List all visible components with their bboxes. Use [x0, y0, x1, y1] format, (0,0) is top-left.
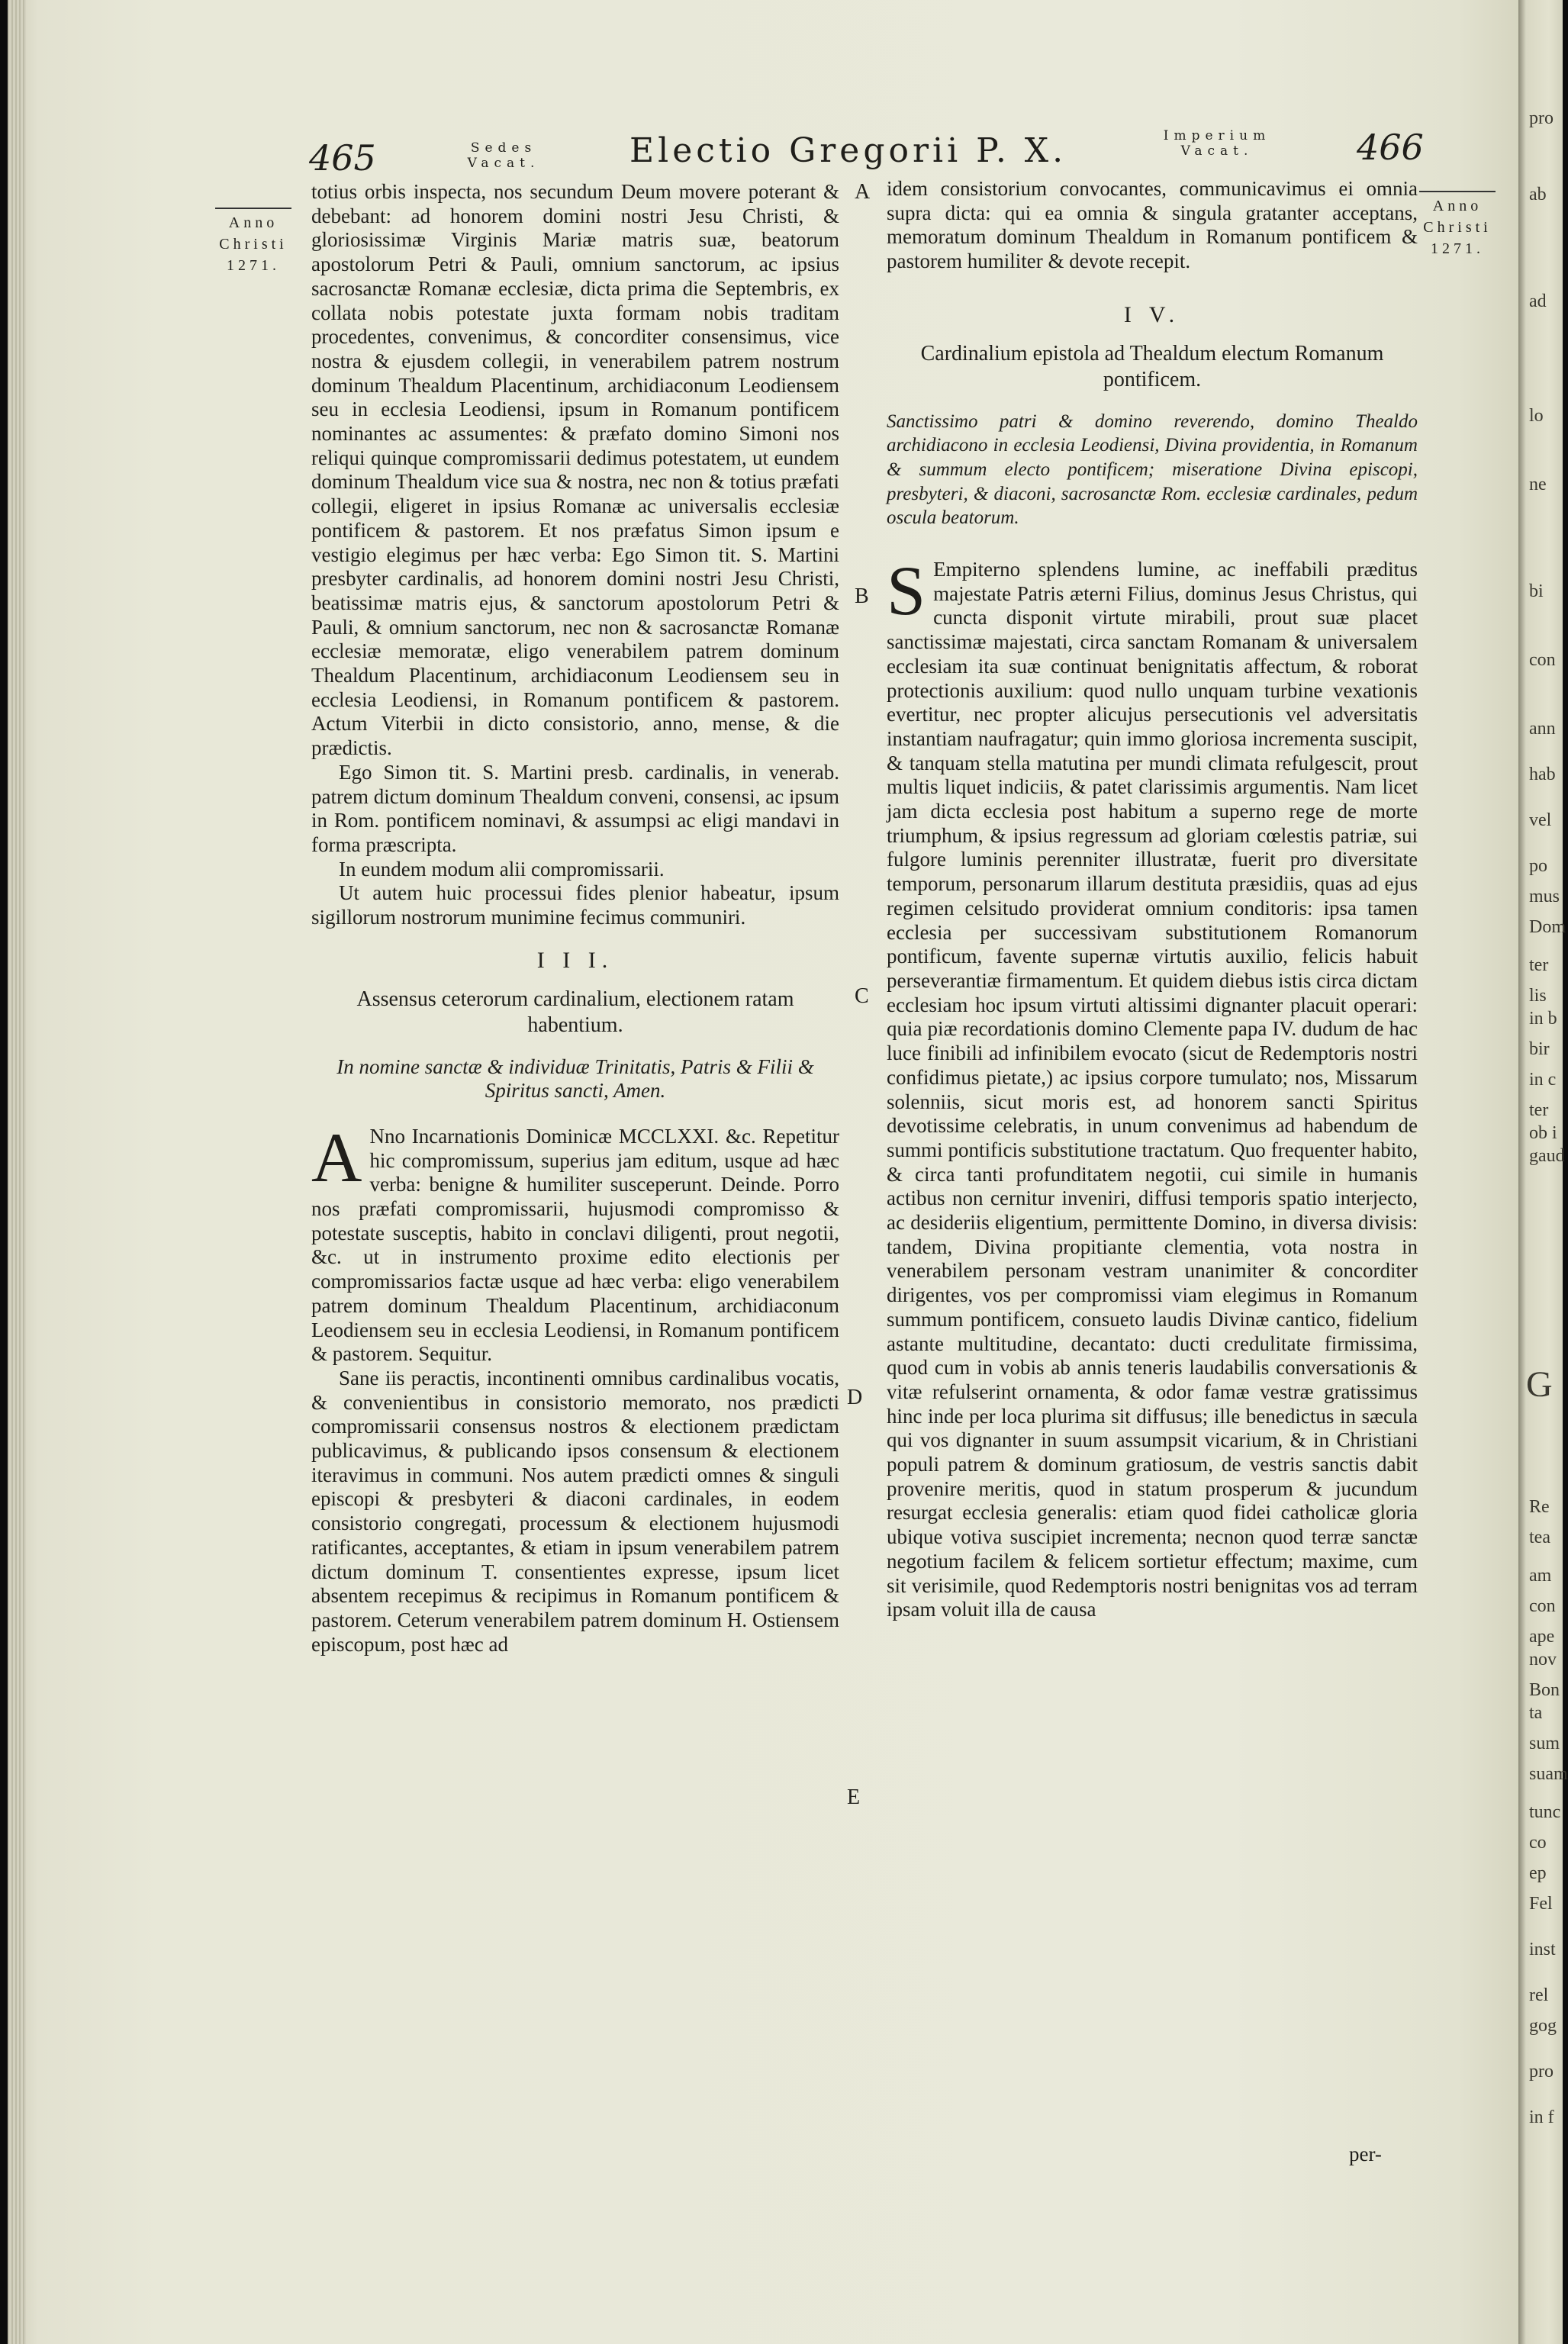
- right-running-note: [1160, 128, 1274, 159]
- salutation: Sanctissimo patri & domino reverendo, domino Thealdo archidiacono in ecclesia Leodiensi, Divina providentia, in Romanum & summum electo pontificem; miseratione Divina episcopi, presbyteri, & diaconi, sacrosanctæ Rom. ecclesiæ cardinales, pedum oscula beatorum.: [887, 411, 1418, 529]
- next-page-fragment: ter: [1529, 1100, 1549, 1120]
- margin-letter: B: [855, 584, 869, 608]
- next-page-fragment: in c: [1529, 1070, 1557, 1090]
- running-note-line: Sedes: [470, 140, 537, 156]
- invocation: In nomine sanctæ & individuæ Trinitatis, Patris & Filii & Spiritus sancti, Amen.: [336, 1054, 814, 1103]
- next-page-fragment: Re: [1529, 1497, 1550, 1517]
- paragraph: [887, 552, 1418, 1622]
- section-heading: Assensus ceterorum cardinalium, electionem ratam habentium.: [356, 987, 794, 1037]
- next-page-fragment: con: [1529, 1596, 1556, 1616]
- next-page-fragment: sum: [1529, 1734, 1560, 1753]
- next-page-fragment: lo: [1529, 406, 1544, 426]
- next-page-fragment: gaud: [1529, 1146, 1565, 1166]
- margin-line: Anno: [228, 214, 279, 231]
- paragraph: Sane iis peractis, incontinenti omnibus cardinalibus vocatis, & convenientibus in consistorio memorato, nos prædicti compromissarii consensus nostros & electionem prædictam publicavimus, & publicando ipsos consensum & electionem iteravimus in communi. Nos autem prædicti omnes & singuli episcopi & presbyteri & diaconi cardinales, in eodem consistorio congregati, processum & electionem hujusmodi ratificantes, acceptantes, & etiam in ipsum venerabilem patrem dictum dominum T. consentientes expresse, ipsum licet absentem recepimus & recipimus in Romanum pontificem & pastorem. Ceterum venerabilem patrem dominum H. Ostiensem episcopum, post hæc ad: [311, 1366, 839, 1656]
- next-page-fragment: ape: [1529, 1627, 1555, 1647]
- page-title: Electio Gregorii P. X.: [629, 131, 1067, 170]
- next-page-fragment: po: [1529, 856, 1547, 876]
- next-page-fragment: co: [1529, 1833, 1547, 1853]
- next-page-fragment: pro: [1529, 2062, 1554, 2082]
- margin-letter: A: [855, 180, 871, 204]
- next-page-fragment: gog: [1529, 2016, 1557, 2036]
- section-number: I I I.: [536, 947, 614, 973]
- margin-letter: C: [855, 984, 869, 1008]
- next-page-fragment: bir: [1529, 1039, 1550, 1059]
- next-page-fragment: hab: [1529, 765, 1556, 784]
- margin-letter: D: [847, 1386, 863, 1409]
- margin-letter: E: [847, 1785, 861, 1809]
- left-page-number: 465: [309, 137, 376, 179]
- paragraph: In eundem modum alii compromissarii.: [339, 857, 665, 881]
- next-page-fragment: tea: [1529, 1528, 1550, 1547]
- next-page-fragment: Dom: [1529, 917, 1566, 937]
- drop-capital: A: [311, 1118, 362, 1196]
- next-page-fragment: ab: [1529, 185, 1547, 204]
- next-page-fragment: Fel: [1529, 1894, 1553, 1914]
- paragraph: totius orbis inspecta, nos secundum Deum movere poterant & debebant: ad honorem domini nostri Jesu Christi, & gloriosissimæ Virginis Mariæ matris suæ, beatorum apostolorum Petri & Pauli, omnium sanctorum, ac ipsius sacrosanctæ Romanæ ecclesiæ, dicta prima die Septembris, ex collata nobis potestate juxta formam nobis traditam procedentes, convenimus, & concorditer consensimus, vice nostra & ejusdem collegii, in venerabilem patrem nostrum dominum Thealdum Placentinum, archidiaconum Leodiensem seu in ecclesia Leodiensi, ipsum in Romanum pontificem nominantes ac assumentes: & præfato domino Simoni nos reliqui quinque compromissarii dedimus potestatem, ut eundem dominum Thealdum vice sua & nostra, nec non & totius præfati collegii, eligeret in ipsius Romanæ ac universalis ecclesiæ pontificem & pastorem. Et nos præfatus Simon ipsum e vestigio elegimus per hæc verba: Ego Simon tit. S. Martini presbyter cardinalis, ad honorem domini nostri Jesu Christi, beatissimæ matris ejus, & sanctorum apostolorum Petri & Pauli, & omnium sanctorum, nec non & sacrosanctæ Romanæ ecclesiæ memoratæ, eligo venerabilem patrem dominum Thealdum Placentinum, archidiaconum Leodiensem seu in ecclesia Leodiensi, in Romanum pontificem & pastorem. Actum Viterbii in dicto consistorio, anno, mense, & die prædictis.: [311, 180, 839, 760]
- next-page-fragment: nov: [1529, 1650, 1557, 1669]
- left-margin-year: [215, 208, 291, 276]
- running-note-line: Vacat.: [467, 156, 540, 171]
- next-page-fragment: bi: [1529, 581, 1544, 601]
- right-margin-year: [1419, 191, 1496, 259]
- paragraph-text: Nno Incarnationis Dominicæ MCCLXXI. &c. Repetitur hic compromissum, superius jam editum, usque ad hæc verba: benigne & humiliter susceperunt. Deinde. Porro nos præfati compromissarii, hujusmodi compromisso & potestate susceptis, habito in conclavi diligenti, prout negotii, &c. ut in instrumento proxime edito electionis per compromissarios factæ usque ad hæc verba: eligo venerabilem patrem dominum Thealdum Placentinum, archidiaconum Leodiensem seu in ecclesia Leodiensi, in Romanum pontificem & pastorem. Sequitur.: [311, 1124, 839, 1366]
- next-page-fragment: ep: [1529, 1863, 1547, 1883]
- next-page-fragment: lis: [1529, 986, 1547, 1006]
- paragraph: [311, 1118, 839, 1367]
- left-column: [311, 180, 839, 1657]
- next-page-fragment: rel: [1529, 1985, 1549, 2005]
- paragraph: Ego Simon tit. S. Martini presb. cardinalis, in venerab. patrem dictum dominum Thealdum conveni, consensi, ac ipsum in Rom. pontificem nominavi, & assumpsi ac eligi mandavi in forma præscripta.: [311, 760, 839, 856]
- next-page-fragment: vel: [1529, 810, 1552, 830]
- running-note-line: Vacat.: [1180, 143, 1254, 159]
- next-page-fragment: ob i: [1529, 1123, 1557, 1143]
- drop-capital: S: [887, 552, 926, 630]
- margin-line: 1271.: [227, 257, 280, 274]
- paragraph: Ut autem huic processui fides plenior habeatur, ipsum sigillorum nostrorum munimine fecimus communiri.: [311, 881, 839, 929]
- section-heading: Cardinalium epistola ad Thealdum electum Romanum pontificem.: [920, 341, 1384, 391]
- next-page-fragment: Bon: [1529, 1680, 1560, 1700]
- next-page-fragment: G: [1526, 1364, 1553, 1405]
- section-number: I V.: [1123, 301, 1181, 327]
- next-page-fragment: in f: [1529, 2107, 1554, 2127]
- next-page-fragment: in b: [1529, 1009, 1557, 1029]
- next-page-fragment: am: [1529, 1566, 1552, 1586]
- margin-line: 1271.: [1431, 240, 1484, 257]
- next-page-fragment: ann: [1529, 719, 1556, 739]
- catchword: per-: [1349, 2143, 1382, 2165]
- next-page-fragment: suam: [1529, 1764, 1568, 1784]
- next-page-fragment: tunc: [1529, 1802, 1561, 1822]
- margin-line: Anno: [1432, 198, 1483, 214]
- margin-line: Christi: [1423, 219, 1492, 236]
- right-column: [887, 177, 1418, 1622]
- margin-line: Christi: [219, 236, 288, 253]
- next-page-fragment: ta: [1529, 1703, 1543, 1723]
- next-page-fragment: inst: [1529, 1940, 1556, 1959]
- book-page: [8, 0, 1518, 2344]
- paragraph: idem consistorium convocantes, communicavimus ei omnia supra dicta: qui ea omnia & singula gratanter acceptans, memoratum dominum Thealdum in Romanum pontificem & pastorem humiliter & devote recepit.: [887, 177, 1418, 273]
- next-page-fragment: mus: [1529, 887, 1560, 906]
- next-page-fragment: ne: [1529, 475, 1547, 494]
- running-note-line: Imperium: [1163, 128, 1271, 143]
- next-page-edge: [1518, 0, 1568, 2344]
- page-gutter: [8, 0, 26, 2344]
- right-page-number: 466: [1357, 127, 1424, 168]
- paragraph-text: Empiterno splendens lumine, ac ineffabili præditus majestate Patris æterni Filius, dominus Jesus Christus, qui cuncta disponit virtute mirabili, prout suæ placet sanctissimæ majestati, circa sanctam Romanam & universalem ecclesiam ita suæ continuat benignitatis affectum, & roborat protectionis auxilium: quod nullo unquam turbine vexationis evertitur, nec propter alicujus persecutionis vel adversitatis instantiam naufragatur; quin immo gloriosa incrementa suscipit, & tanquam stella matutina per mundi climata refulgescit, prout multis liquet indiciis, & patet clarissimis argumentis. Nam licet jam dicta ecclesia post habitum a superno rege de morte triumphum, & ipsius regressum ad gloriam cœlestis patriæ, sui fulgore luminis perenniter illustratæ, fuerit pro diversitate temporum, personarum illarum destituta præsidiis, quas ad ejus regimen celsitudo providerat omnium conditoris: ipsa tamen ecclesia per successivam substitutionem Romanorum pontificum, favente supernæ virtutis auxilio, felicis habuit perseverantiæ firmamentum. Et quidem diebus istis circa dictam ecclesiam hoc ipsum virtuti altissimi dignanter placuit operari: quia piæ recordationis domino Clemente papa IV. dudum de hac luce finibili ad infinibilem evocato (sicut de Redemptoris nostri confidimus pietate,) ac ipsius corpore tumulato; nos, Missarum solenniis, sicut moris est, ad honorem sancti Spiritus devotissime celebratis, in unum convenimus ad habendum de summi pontificis substitutione tractatum. Quo frequenter habito, & circa tanti profunditatem negotii, cui simile in humanis actibus non cernitur inveniri, diffusi temporis spatio interjecto, ac desideriis eligentium, permittente Domino, in diversa divisis: tandem, Divina propitiante clementia, vota nostra in venerabilem personam vestram unanimiter & concorditer dirigentes, vos per compromissi viam elegimus in Romanum summum pontificem, consueto laudis Divinæ cantico, fidelium astante multitudine, decantato: ducti credulitate firmissima, quod cum in vobis ab annis teneris laudabilis conversationis & vitæ refulserint ornamenta, & odor famæ vestræ gratissimus hinc inde per loca plurima sit diffusus; ille benedictus in sæcula qui vos dignanter in suum assumpsit vicarium, & in Christiani populi patrem & dominum gratiosum, de vestris sanctis dabit provenire meritis, quod in statum prosperum & jucundum resurgat ecclesia generalis: etiam quod fidei catholicæ gloria ubique votiva suscipiet incrementa; necnon quod terræ sanctæ negotium facilem & felicem sortietur effectum; maxime, cum sit verisimile, quod Redemptoris nostri benignitas vos ad terram ipsam voluit illa de causa: [887, 558, 1418, 1621]
- next-page-fragment: ter: [1529, 955, 1549, 975]
- next-page-fragment: con: [1529, 650, 1556, 670]
- next-page-fragment: pro: [1529, 108, 1554, 128]
- next-page-fragment: ad: [1529, 291, 1547, 311]
- left-running-note: [446, 140, 561, 171]
